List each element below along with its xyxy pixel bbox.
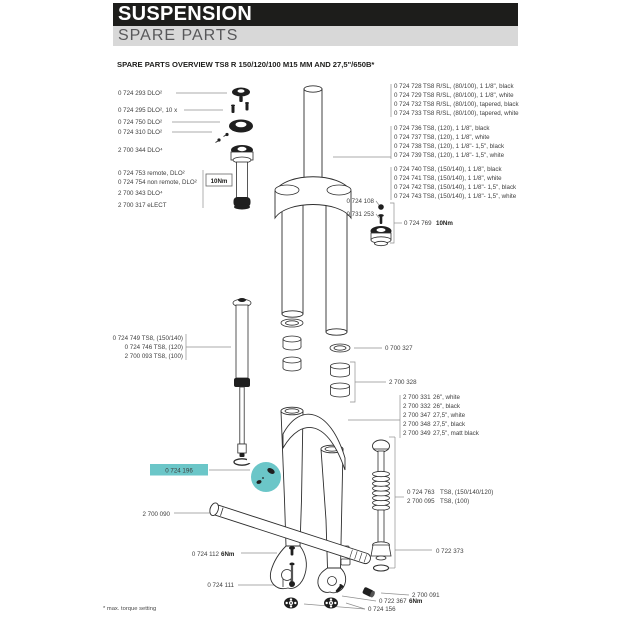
part-number: 0 724 763 bbox=[407, 489, 435, 496]
right-stanchion-drawing bbox=[326, 200, 347, 335]
part-label: 0 724 754 non remote, DLO² bbox=[118, 179, 197, 186]
lowers-variant-labels bbox=[403, 394, 480, 437]
part-number: 2 700 331 bbox=[403, 394, 431, 401]
knurled-adjuster-ring-drawing bbox=[229, 120, 253, 133]
part-label: 2 700 091 bbox=[412, 592, 440, 599]
part-label: 2 700 093 TS8, (100) bbox=[124, 353, 183, 360]
part-desc: TS8, (120), 1 1/8"- 1,5", white bbox=[423, 152, 505, 159]
part-number: 0 724 736 bbox=[394, 125, 422, 132]
left-part-labels bbox=[118, 90, 232, 209]
part-label: 2 700 343 DLO⁴ bbox=[118, 190, 163, 197]
foot-nut-left-drawing bbox=[284, 598, 298, 609]
part-desc: TS8, (150/140), 1 1/8"- 1,5", black bbox=[423, 184, 517, 191]
dlo-cartridge-drawing bbox=[231, 145, 253, 210]
torque-label: 6Nm bbox=[409, 598, 423, 605]
left-bushing-stack-drawing bbox=[281, 319, 303, 371]
part-label: 0 724 769 bbox=[404, 220, 432, 227]
part-label: 0 724 111 bbox=[207, 582, 234, 589]
highlighted-part-label: 0 724 196 bbox=[165, 467, 193, 475]
part-label: 0 722 373 bbox=[436, 548, 464, 555]
torque-label: 10Nm bbox=[210, 178, 228, 185]
part-desc: TS8, (120), 1 1/8", black bbox=[423, 125, 490, 132]
part-number: 2 700 332 bbox=[403, 403, 431, 410]
part-label: 2 700 328 bbox=[389, 379, 417, 386]
rebound-knob-drawing bbox=[362, 587, 376, 598]
part-label: 0 724 108 bbox=[346, 198, 374, 205]
part-desc: TS8 R/SL, (80/100), tapered, black bbox=[423, 101, 519, 108]
foot-nut-right-drawing bbox=[324, 598, 338, 609]
part-desc: TS8, (100) bbox=[440, 498, 470, 505]
page-title: SUSPENSION bbox=[118, 3, 253, 25]
part-desc: TS8, (150/140), 1 1/8"- 1,5", white bbox=[423, 193, 517, 200]
torque-label: 6Nm bbox=[221, 551, 235, 558]
part-desc: 27,5", black bbox=[433, 421, 466, 428]
steerer-tube-drawing bbox=[304, 86, 322, 183]
part-number: 2 700 348 bbox=[403, 421, 431, 428]
part-label: 0 722 367 bbox=[379, 598, 407, 605]
footnote: * max. torque setting bbox=[103, 606, 157, 612]
part-desc: TS8, (150/140), 1 1/8", white bbox=[423, 175, 502, 182]
part-number: 0 724 733 bbox=[394, 110, 422, 117]
part-desc: TS8 R/SL, (80/100), 1 1/8", white bbox=[423, 92, 514, 99]
grub-screws-drawing bbox=[216, 133, 229, 143]
part-number: 0 724 728 bbox=[394, 83, 422, 90]
damper-rod-labels bbox=[113, 335, 183, 360]
part-label: 0 724 746 TS8, (120) bbox=[124, 344, 183, 351]
highlighted-part-circle bbox=[251, 462, 281, 492]
lowers-drawing bbox=[270, 407, 350, 593]
part-number: 0 724 743 bbox=[394, 193, 422, 200]
part-label: 0 724 112 bbox=[191, 551, 219, 558]
part-desc: TS8, (150/140), 1 1/8", black bbox=[423, 166, 502, 173]
part-label: 0 724 295 DLO², 10 x bbox=[118, 107, 178, 114]
part-label: 0 724 293 DLO² bbox=[118, 90, 163, 97]
part-desc: TS8 R/SL, (80/100), tapered, white bbox=[423, 110, 519, 117]
part-number: 0 724 741 bbox=[394, 175, 422, 182]
part-desc: TS8, (120), 1 1/8"- 1,5", black bbox=[423, 143, 505, 150]
part-desc: 26", black bbox=[433, 403, 460, 410]
part-label: 2 700 090 bbox=[142, 511, 170, 518]
part-number: 0 724 739 bbox=[394, 152, 422, 159]
part-number: 0 724 737 bbox=[394, 134, 422, 141]
part-label: 0 700 327 bbox=[385, 345, 413, 352]
part-number: 0 724 742 bbox=[394, 184, 422, 191]
part-number: 0 724 729 bbox=[394, 92, 422, 99]
fork-variant-labels bbox=[394, 83, 520, 200]
page-heading: SPARE PARTS OVERVIEW TS8 R 150/120/100 M15 MM AND 27,5"/650B* bbox=[117, 60, 375, 69]
coil-spring-assembly-drawing bbox=[371, 440, 391, 571]
damper-rod-drawing bbox=[233, 298, 251, 465]
part-number: 2 700 347 bbox=[403, 412, 431, 419]
part-number: 0 724 732 bbox=[394, 101, 422, 108]
part-desc: TS8, (150/140/120) bbox=[440, 489, 494, 496]
part-number: 2 700 349 bbox=[403, 430, 431, 437]
part-desc: 27,5", white bbox=[433, 412, 466, 419]
part-number: 0 724 738 bbox=[394, 143, 422, 150]
part-label: 2 700 317 eLECT bbox=[118, 202, 167, 209]
part-label: 0 724 753 remote, DLO² bbox=[118, 170, 185, 177]
left-stanchion-drawing bbox=[282, 198, 303, 317]
spring-labels bbox=[407, 489, 493, 555]
page-subtitle: SPARE PARTS bbox=[118, 27, 239, 44]
right-bushing-stack-drawing bbox=[330, 344, 350, 397]
part-label: 0 724 156 bbox=[368, 606, 396, 613]
part-label: 2 700 344 DLO⁴ bbox=[118, 147, 163, 154]
torque-label: 10Nm bbox=[436, 220, 453, 227]
part-number: 0 724 740 bbox=[394, 166, 422, 173]
seal-labels bbox=[385, 345, 417, 386]
part-label: 0 731 253 bbox=[346, 211, 374, 218]
part-desc: TS8 R/SL, (80/100), 1 1/8", black bbox=[423, 83, 514, 90]
part-label: 0 724 310 DLO² bbox=[118, 129, 163, 136]
part-number: 2 700 095 bbox=[407, 498, 435, 505]
mounting-pins-drawing bbox=[231, 102, 249, 113]
part-label: 0 724 750 DLO² bbox=[118, 119, 163, 126]
top-cap-star-bolt-drawing bbox=[232, 88, 250, 103]
part-desc: 27,5", matt black bbox=[433, 430, 479, 437]
part-desc: TS8, (120), 1 1/8", white bbox=[423, 134, 490, 141]
part-label: 0 724 749 TS8, (150/140) bbox=[112, 335, 183, 342]
part-desc: 26", white bbox=[433, 394, 460, 401]
